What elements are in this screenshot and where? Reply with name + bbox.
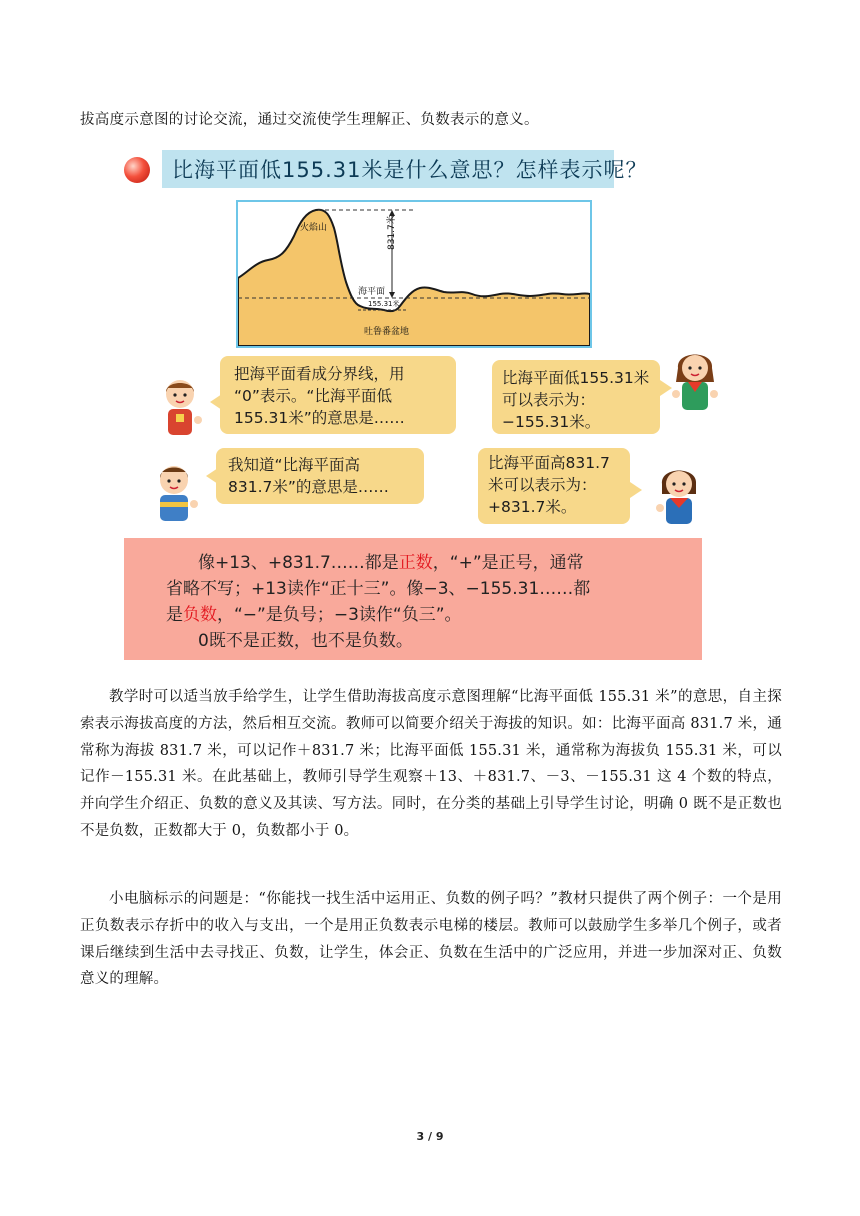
question-text: 比海平面低155.31米是什么意思？怎样表示呢？	[172, 158, 648, 182]
red-ball-icon	[124, 157, 150, 183]
girl-avatar-icon	[668, 348, 722, 416]
definition-line-3-b: ，“−”是负号；−3读作“负三”。	[217, 605, 462, 625]
height-label: 831.7米	[387, 215, 397, 250]
boy2-avatar-icon	[148, 462, 200, 526]
definition-line-1	[198, 548, 584, 573]
definition-line-1-b: ，“+”是正号，通常	[432, 553, 584, 573]
intro-text: 拔高度示意图的讨论交流，通过交流使学生理解正、负数表示的意义。	[80, 112, 539, 128]
speech-bubble-2	[492, 360, 660, 434]
paragraph-2: 小电脑标示的问题是：“你能找一找生活中运用正、负数的例子吗？”教材只提供了两个例子：一个是用正负数表示存折中的收入与支出，一个是用正负数表示电梯的楼层。教师可以鼓励学生多举几个例子，或者课后继续到生活中去寻找正、负数，让学生，体会正、负数在生活中的广泛应用，并进一步加深对正、负数意义的理解。	[80, 891, 782, 988]
definition-line-2: 省略不写；+13读作“正十三”。像−3、−155.31……都	[166, 579, 591, 599]
sea-level-label: 海平面	[358, 287, 386, 297]
altitude-diagram	[236, 200, 592, 348]
speech-bubble-4	[478, 448, 630, 524]
paragraph-1: 教学时可以适当放手给学生，让学生借助海拔高度示意图理解“比海平面低 155.31 米”的意思，自主探索表示海拔高度的方法，然后相互交流。教师可以简要介绍关于海拔的知识。如：比海平面高 831.7 米，通常称为海拔 831.7 米，可以记作＋831.7 米；比海平面低 155.31 米，通常称为海拔负 155.31 米，可以记作－155.31 米。在此基础上，教师引导学生观察＋13、＋831.7、－3、－155.31 这 4 个数的特点，并向学生介绍正、负数的意义及其读、写方法。同时，在分类的基础上引导学生讨论，明确 0 既不是正数也不是负数，正数都大于 0，负数都小于 0。	[80, 689, 782, 839]
definition-line-1-a: 像+13、+831.7……都是	[198, 553, 399, 573]
speech-bubble-3	[216, 448, 424, 504]
positive-number-term: 正数	[398, 553, 433, 573]
speech-bubble-2-text: 比海平面低155.31米 可以表示为： −155.31米。	[502, 369, 650, 431]
altitude-diagram-svg	[238, 202, 590, 346]
speech-bubble-4-text: 比海平面高831.7 米可以表示为： +831.7米。	[488, 454, 610, 516]
speech-bubble-1-text: 把海平面看成分界线，用 “0”表示。“比海平面低 155.31米”的意思是……	[234, 365, 405, 427]
speech-bubble-1	[220, 356, 456, 434]
girl2-avatar-icon	[652, 464, 706, 526]
definition-line-3-a: 是	[166, 605, 183, 625]
speech-bubble-4-tail	[630, 482, 642, 498]
speech-bubble-2-tail	[660, 380, 672, 396]
definition-line-3	[166, 600, 462, 625]
boy-avatar-icon	[154, 376, 206, 440]
speech-bubble-1-tail	[210, 394, 222, 410]
negative-number-term: 负数	[183, 605, 217, 625]
textbook-figure	[120, 148, 704, 660]
basin-label: 吐鲁番盆地	[364, 327, 410, 337]
depth-label: 155.31米	[368, 300, 400, 308]
definition-line-4: 0既不是正数，也不是负数。	[198, 631, 413, 651]
speech-bubble-3-text: 我知道“比海平面高 831.7米”的意思是……	[228, 456, 389, 496]
page-number: 3 / 9	[416, 1130, 444, 1143]
speech-bubble-3-tail	[206, 468, 218, 484]
mountain-label: 火焰山	[300, 223, 328, 233]
definition-box	[124, 538, 702, 660]
